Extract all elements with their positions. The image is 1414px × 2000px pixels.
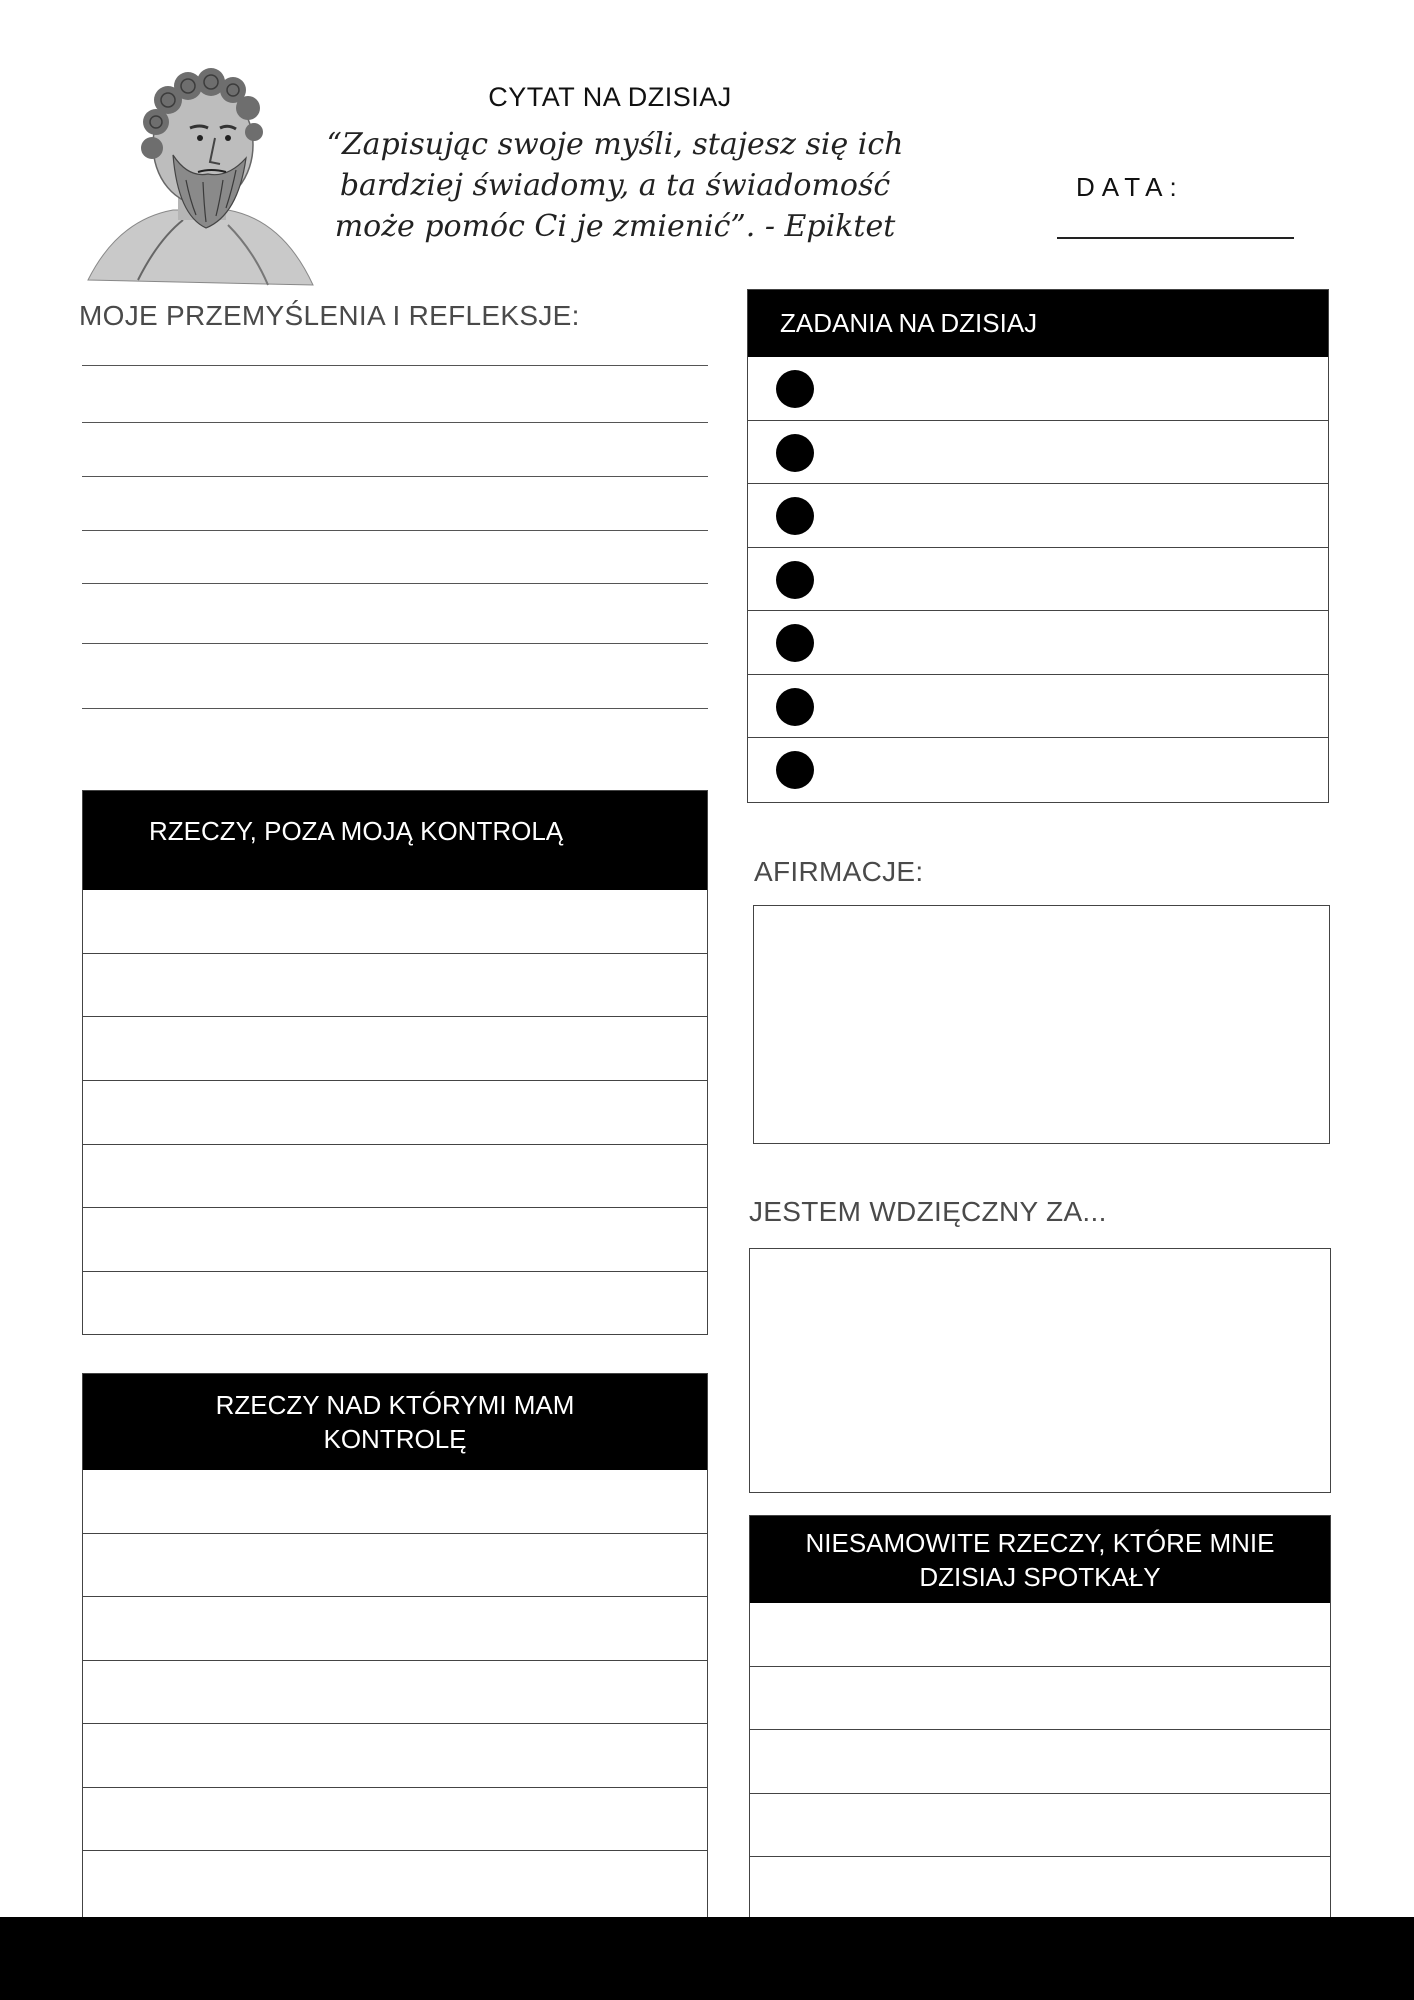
task-row[interactable] bbox=[748, 421, 1328, 485]
amazing-things-row[interactable] bbox=[750, 1857, 1330, 1921]
task-row[interactable] bbox=[748, 611, 1328, 675]
bullet-icon bbox=[776, 370, 814, 408]
task-row[interactable] bbox=[748, 357, 1328, 421]
in-control-row[interactable] bbox=[83, 1724, 707, 1788]
bullet-icon bbox=[776, 434, 814, 472]
outside-control-row[interactable] bbox=[83, 954, 707, 1018]
in-control-row[interactable] bbox=[83, 1597, 707, 1661]
in-control-row[interactable] bbox=[83, 1534, 707, 1598]
quote-title: CYTAT NA DZISIAJ bbox=[488, 82, 732, 112]
bullet-icon bbox=[776, 624, 814, 662]
in-control-box bbox=[82, 1373, 708, 1923]
reflection-line[interactable] bbox=[82, 476, 708, 477]
amazing-things-header: NIESAMOWITE RZECZY, KTÓRE MNIE DZISIAJ SPOTKAŁY bbox=[750, 1516, 1330, 1603]
gratitude-box[interactable] bbox=[749, 1248, 1331, 1493]
reflection-line[interactable] bbox=[82, 365, 708, 366]
bullet-icon bbox=[776, 497, 814, 535]
in-control-row[interactable] bbox=[83, 1851, 707, 1915]
reflection-line[interactable] bbox=[82, 422, 708, 423]
in-control-header: RZECZY NAD KTÓRYMI MAM KONTROLĘ bbox=[83, 1374, 707, 1470]
affirmations-box[interactable] bbox=[753, 905, 1330, 1144]
outside-control-row[interactable] bbox=[83, 1081, 707, 1145]
amazing-things-box bbox=[749, 1515, 1331, 1923]
reflection-line[interactable] bbox=[82, 643, 708, 644]
affirmations-label: AFIRMACJE: bbox=[754, 856, 924, 887]
quote-text: “Zapisując swoje myśli, stajesz się ich bardziej świadomy, a ta świadomość może pomóc Ci je zmienić”. - Epiktet bbox=[326, 127, 904, 244]
bullet-icon bbox=[776, 688, 814, 726]
outside-control-row[interactable] bbox=[83, 890, 707, 954]
bottom-band bbox=[0, 1917, 1414, 2000]
outside-control-row[interactable] bbox=[83, 1017, 707, 1081]
reflection-line[interactable] bbox=[82, 708, 708, 709]
amazing-things-row[interactable] bbox=[750, 1730, 1330, 1794]
bullet-icon bbox=[776, 751, 814, 789]
in-control-row[interactable] bbox=[83, 1661, 707, 1725]
outside-control-header: RZECZY, POZA MOJĄ KONTROLĄ bbox=[83, 791, 707, 890]
in-control-row[interactable] bbox=[83, 1470, 707, 1534]
in-control-row[interactable] bbox=[83, 1788, 707, 1852]
outside-control-row[interactable] bbox=[83, 1145, 707, 1209]
tasks-box bbox=[747, 289, 1329, 803]
reflection-line[interactable] bbox=[82, 530, 708, 531]
date-label: DATA: bbox=[1076, 172, 1184, 202]
outside-control-row[interactable] bbox=[83, 1272, 707, 1336]
bullet-icon bbox=[776, 561, 814, 599]
amazing-things-row[interactable] bbox=[750, 1603, 1330, 1667]
task-row[interactable] bbox=[748, 548, 1328, 612]
reflections-label: MOJE PRZEMYŚLENIA I REFLEKSJE: bbox=[79, 300, 580, 331]
gratitude-label: JESTEM WDZIĘCZNY ZA... bbox=[749, 1196, 1107, 1227]
philosopher-portrait-image bbox=[78, 50, 318, 290]
outside-control-box bbox=[82, 790, 708, 1335]
task-row[interactable] bbox=[748, 738, 1328, 802]
outside-control-row[interactable] bbox=[83, 1208, 707, 1272]
reflection-line[interactable] bbox=[82, 583, 708, 584]
task-row[interactable] bbox=[748, 675, 1328, 739]
amazing-things-row[interactable] bbox=[750, 1667, 1330, 1731]
task-row[interactable] bbox=[748, 484, 1328, 548]
tasks-header: ZADANIA NA DZISIAJ bbox=[748, 290, 1328, 357]
amazing-things-row[interactable] bbox=[750, 1794, 1330, 1858]
date-input-line[interactable] bbox=[1057, 237, 1294, 239]
